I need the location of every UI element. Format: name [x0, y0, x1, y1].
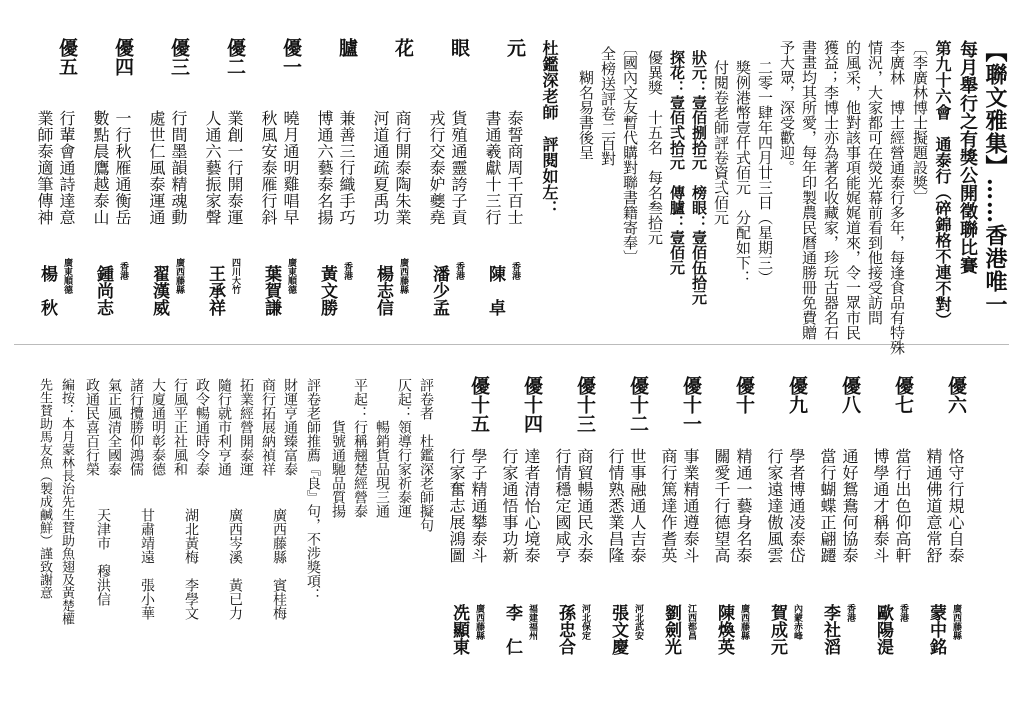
recommend-line: 商行拓展納禎祥 — [260, 378, 276, 476]
entrant-name: 劉劍光 — [661, 604, 681, 655]
intro-line: 情況，大家都可在熒光幕前看到他接受訪問 — [866, 40, 884, 325]
couplet-line: 當行出色仰高軒 — [893, 448, 912, 564]
couplet-line: 業創一行開泰運 — [225, 110, 244, 226]
recommend-line: 大廈通明彰泰德 — [150, 378, 166, 476]
judge-line: 杜鑑深老師 評閱如左： — [540, 40, 559, 216]
couplet-line: 恪守行規心自泰 — [946, 448, 965, 564]
couplet-line: 行家通悟事功新 — [500, 448, 519, 564]
review-line: 暢銷貨品現三通 — [374, 420, 390, 518]
couplet-line: 事業精通遵泰斗 — [681, 448, 700, 564]
recommend-line: 政通民喜百行榮 — [84, 378, 100, 476]
book-line: 糊名易書後呈 — [577, 70, 595, 160]
entrant-name: 鍾尚志 — [93, 265, 113, 316]
entrant-name: 黃文勝 — [317, 265, 337, 316]
fee-line: 付閱卷老師評卷資弍佰元 — [712, 60, 730, 225]
doc-subtitle: 每月舉行之有獎公開徵聯比賽 — [957, 40, 978, 274]
recommend-line: 政令暢通時令泰 — [194, 378, 210, 476]
entrant-place: 廣西藤縣 — [174, 258, 184, 294]
rank-label: 優十一 — [680, 376, 702, 433]
rank-label: 優十二 — [627, 376, 649, 433]
entrant-place: 廣西藤縣 — [474, 604, 484, 640]
intro-line: 的風采，他對該事項能娓娓道來，令一眾市民 — [844, 40, 862, 340]
award-line: 獎例港幣壹仟式佰元 分配如下： — [734, 60, 752, 285]
couplet-line: 通好鴛鴦何協泰 — [840, 448, 859, 564]
entrant-name: 歐陽湜 — [873, 604, 893, 655]
couplet-line: 書通羲獻十三行 — [483, 110, 502, 226]
entrant-name: 冼顯東 — [449, 604, 469, 655]
rank-label: 優十五 — [468, 376, 490, 433]
couplet-line: 學子精通攀泰斗 — [469, 448, 488, 564]
couplet-line: 兼善三行織手巧 — [337, 110, 356, 226]
intro-line: 李廣林 博士經營通泰行多年，每逢食品有特殊 — [888, 40, 906, 355]
couplet-line: 貨殖通靈誇子貢 — [449, 110, 468, 226]
recommend-author: 甘肅靖遠 張小華 — [139, 508, 155, 620]
entrant-place: 香港 — [510, 262, 520, 280]
book-line: 全榜送評卷二百對 — [599, 46, 617, 166]
entrant-name: 陳煥英 — [714, 604, 734, 655]
couplet-line: 商行篤達作耆英 — [659, 448, 678, 564]
doc-title: 【聯文雅集】……香港唯一 — [982, 40, 1008, 316]
couplet-line: 行家奮志展鴻圖 — [447, 448, 466, 564]
entrant-place: 河北武安 — [633, 604, 643, 640]
prize-line: 狀元：壹佰捌拾元 榜眼：壹佰伍拾元 — [690, 50, 708, 305]
entrant-name: 葉賀謙 — [261, 265, 281, 316]
recommend-author: 廣西藤縣 賓桂梅 — [271, 508, 287, 620]
rank-label: 優二 — [224, 38, 246, 76]
couplet-line: 世事融通人吉泰 — [628, 448, 647, 564]
date-line: 二零一肆年四月廿三日（星期三） — [756, 60, 774, 285]
entrant-place: 河北保定 — [580, 604, 590, 640]
couplet-line: 精通佛道意常舒 — [924, 448, 943, 564]
recommend-author: 天津市 穆洪信 — [95, 508, 111, 606]
recommend-heading: 評卷老師推薦『良』句，不涉獎項： — [305, 378, 321, 602]
session-line: 第九十六會 通泰行（碎錦格不連不對） — [933, 40, 952, 328]
entrant-place: 廣西藤縣 — [951, 604, 961, 640]
couplet-line: 泰誓商周千百士 — [505, 110, 524, 226]
prize-line: 優異獎 十五名 每名叁拾元 — [646, 50, 664, 245]
couplet-line: 一行秋雁通衡岳 — [113, 110, 132, 226]
couplet-line: 關愛千行德望高 — [712, 448, 731, 564]
couplet-line: 曉月通明雞唱早 — [281, 110, 300, 226]
intro-line: 予大眾，深受歡迎。 — [778, 40, 796, 175]
couplet-line: 人通六藝振家聲 — [203, 110, 222, 226]
entrant-name: 王承祥 — [205, 265, 225, 316]
editor-note: 編按：本月蒙林長治先生賛助魚翅及黃楚權 — [59, 378, 74, 625]
book-line: 〔國內文友暫代購對聯書籍寄奉〕 — [621, 40, 639, 265]
entrant-place: 香港 — [454, 262, 464, 280]
rank-label: 優十三 — [574, 376, 596, 433]
recommend-line: 諸行攬勝仰鴻儒 — [128, 378, 144, 476]
couplet-line: 博學通才稱泰斗 — [871, 448, 890, 564]
rank-label: 優一 — [280, 38, 302, 76]
review-line: 平起：行稱翹楚經營泰 — [352, 378, 368, 518]
rank-label: 優八 — [839, 376, 861, 414]
couplet-line: 行家遠達傲風雲 — [765, 448, 784, 564]
entrant-place: 廣東順德 — [286, 258, 296, 294]
rank-label: 花 — [392, 38, 414, 57]
couplet-line: 河道通疏夏禹功 — [371, 110, 390, 226]
intro-line: 獲益；李博士亦為著名收藏家，珍玩古器名石 — [822, 40, 840, 340]
couplet-line: 精通一藝身名泰 — [734, 448, 753, 564]
entrant-place: 香港 — [845, 604, 855, 622]
rank-label: 優七 — [892, 376, 914, 414]
recommend-line: 財運亨通臻富泰 — [282, 378, 298, 476]
entrant-name: 楊 秋 — [37, 265, 57, 316]
couplet-line: 當行蝴蝶正翩躚 — [818, 448, 837, 564]
prize-line: 探花：壹佰弍拾元 傳臚：壹佰元 — [668, 50, 686, 275]
rank-label: 優三 — [168, 38, 190, 76]
couplet-line: 數點晨鷹越泰山 — [91, 110, 110, 226]
rank-label: 優十四 — [521, 376, 543, 433]
couplet-line: 業師泰適筆傳神 — [35, 110, 54, 226]
rank-label: 臚 — [336, 38, 358, 57]
rank-label: 眼 — [448, 38, 470, 57]
entrant-place: 內蒙赤峰 — [792, 604, 802, 640]
rank-label: 元 — [504, 38, 526, 57]
couplet-line: 學者博通凌泰岱 — [787, 448, 806, 564]
review-line: 貨號通馳品質揚 — [330, 420, 346, 518]
couplet-line: 達者清怡心境泰 — [522, 448, 541, 564]
entrant-name: 蒙中銘 — [926, 604, 946, 655]
recommend-line: 拓業經營開泰運 — [238, 378, 254, 476]
rank-label: 優四 — [112, 38, 134, 76]
entrant-name: 賀成元 — [767, 604, 787, 655]
recommend-line: 行風平正社風和 — [172, 378, 188, 476]
recommend-line: 氣正風清全國泰 — [106, 378, 122, 476]
entrant-name: 楊志信 — [373, 265, 393, 316]
couplet-line: 秋風安泰雁行斜 — [259, 110, 278, 226]
entrant-place: 香港 — [118, 262, 128, 280]
entrant-name: 孫忠合 — [555, 604, 575, 655]
entrant-name: 李 仁 — [502, 604, 522, 655]
couplet-line: 戎行交泰妒夔堯 — [427, 110, 446, 226]
setter-line: 〔李廣林博士擬題設獎〕 — [911, 40, 929, 205]
entrant-place: 福建福州 — [527, 604, 537, 640]
review-line: 仄起：領導行家祈泰運 — [396, 378, 412, 518]
recommend-author: 廣西岑溪 黃已力 — [227, 508, 243, 620]
rank-label: 優五 — [56, 38, 78, 76]
review-heading: 評卷者 杜鑑深老師擬句 — [418, 378, 434, 532]
couplet-line: 行情熟悉業昌隆 — [606, 448, 625, 564]
entrant-place: 香港 — [342, 262, 352, 280]
entrant-name: 李社滔 — [820, 604, 840, 655]
couplet-line: 處世仁風泰運通 — [147, 110, 166, 226]
section-divider — [14, 344, 1009, 345]
entrant-place: 廣西藤縣 — [739, 604, 749, 640]
couplet-line: 商行開泰陶朱業 — [393, 110, 412, 226]
entrant-place: 江西都昌 — [686, 604, 696, 640]
entrant-place: 香港 — [898, 604, 908, 622]
entrant-name: 張文慶 — [608, 604, 628, 655]
entrant-place: 四川大竹 — [230, 258, 240, 294]
couplet-line: 行情穩定國咸亨 — [553, 448, 572, 564]
rank-label: 優十 — [733, 376, 755, 414]
entrant-name: 潘少孟 — [429, 265, 449, 316]
couplet-line: 行間墨韻精魂動 — [169, 110, 188, 226]
couplet-line: 博通六藝泰名揚 — [315, 110, 334, 226]
couplet-line: 行輩會通詩達意 — [57, 110, 76, 226]
rank-label: 優六 — [945, 376, 967, 414]
editor-note: 先生賛助馬友魚（製成鹹鮮）謹致謝意 — [37, 378, 52, 599]
intro-line: 書畫均其所愛，每年印製農民曆通勝冊免費贈 — [800, 40, 818, 340]
rank-label: 優九 — [786, 376, 808, 414]
entrant-place: 廣西藤縣 — [398, 258, 408, 294]
couplet-line: 商貿暢通民永泰 — [575, 448, 594, 564]
entrant-name: 翟漢威 — [149, 265, 169, 316]
entrant-name: 陳 卓 — [485, 265, 505, 316]
entrant-place: 廣東順德 — [62, 258, 72, 294]
recommend-author: 湖北黃梅 李學文 — [183, 508, 199, 620]
recommend-line: 隨行就市利亨通 — [216, 378, 232, 476]
